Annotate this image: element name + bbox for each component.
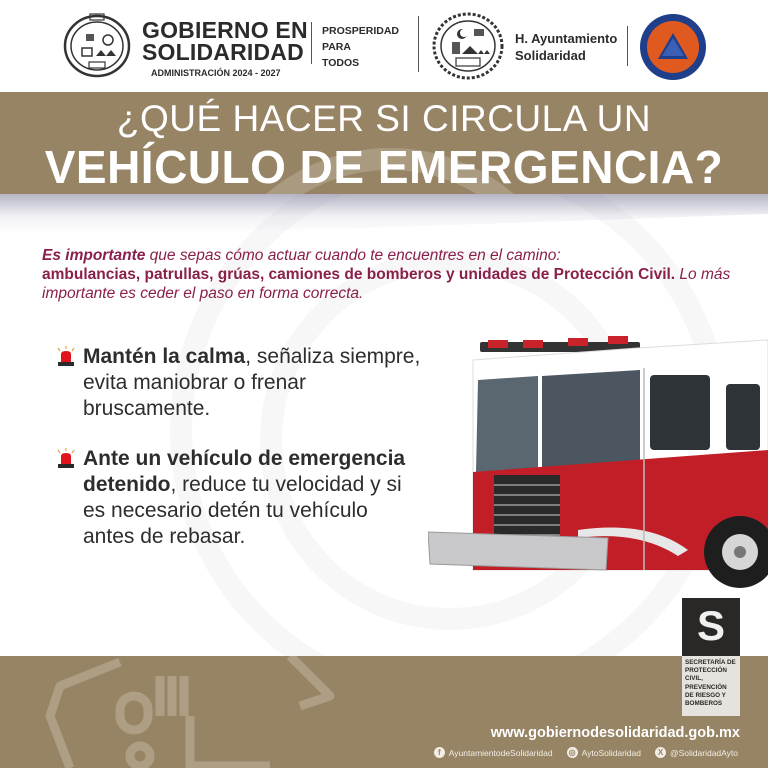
instagram-icon: ◎ — [567, 747, 578, 758]
gov-title-line1: GOBIERNO EN — [142, 17, 308, 43]
secretaria-label-box — [682, 656, 740, 716]
intro-vehicle-list: ambulancias, patrullas, grúas, camiones de bomberos y unidades de Protección Civil. — [42, 266, 676, 283]
title-line2: VEHÍCULO DE EMERGENCIA? — [44, 141, 724, 193]
tip-text: , señaliza siempre, evita maniobrar o frenar bruscamente. — [83, 345, 421, 420]
tip-item — [55, 446, 425, 550]
x-handle: @SolidaridadAyto — [669, 747, 738, 758]
social-links — [434, 747, 738, 758]
gov-title-line2: SOLIDARIDAD — [142, 39, 304, 65]
facebook-handle: AyuntamientodeSolidaridad — [448, 747, 553, 758]
divider — [627, 26, 628, 66]
social-instagram[interactable] — [567, 747, 641, 758]
ayuntamiento-label — [515, 30, 617, 64]
administration-label: ADMINISTRACIÓN 2024 - 2027 — [151, 68, 281, 78]
motto-line: PARA — [322, 41, 351, 53]
secretaria-badge — [682, 598, 740, 716]
intro-conclusion: Lo más importante es ceder el paso en forma correcta. — [42, 266, 731, 302]
intro-text: que sepas cómo actuar cuando te encuentres en el camino: — [145, 247, 561, 264]
municipal-seal-icon — [62, 10, 132, 80]
tip-text: , reduce tu velocidad y si es necesario detén tu vehículo antes de rebasar. — [83, 473, 402, 548]
secretaria-letter: S — [696, 602, 725, 649]
siren-icon — [55, 346, 77, 366]
secretaria-logo — [682, 598, 740, 656]
ayuntamiento-line2: Solidaridad — [515, 48, 586, 63]
website-link[interactable]: www.gobiernodesolidaridad.gob.mx — [490, 725, 740, 741]
tip-item — [55, 344, 425, 422]
footer-glyph-watermark — [40, 656, 340, 768]
siren-icon — [55, 448, 77, 468]
proteccion-civil-logo-icon — [640, 14, 706, 80]
secretaria-label: SECRETARÍA DE PROTECCIÓN CIVIL, PREVENCIÓN DE RIESGO Y BOMBEROS — [685, 659, 736, 708]
facebook-icon: f — [434, 747, 445, 758]
ayuntamiento-line1: H. Ayuntamiento — [515, 31, 618, 46]
fire-truck-image — [428, 320, 768, 590]
ayuntamiento-seal-icon — [432, 12, 504, 80]
x-icon: X — [655, 747, 666, 758]
divider — [418, 16, 419, 72]
tip-heading: Mantén la calma — [83, 345, 246, 368]
motto-line: TODOS — [322, 57, 360, 69]
social-x[interactable] — [655, 747, 738, 758]
intro-paragraph — [42, 246, 742, 303]
intro-emphasis: Es importante — [42, 247, 146, 264]
motto — [322, 23, 399, 71]
instagram-handle: AytoSolidaridad — [581, 747, 641, 758]
divider — [311, 22, 312, 64]
social-facebook[interactable] — [434, 747, 553, 758]
title-line1: ¿QUÉ HACER SI CIRCULA UN — [116, 98, 652, 139]
tip-heading: Ante un vehículo de emergencia detenido — [83, 447, 406, 496]
footer — [0, 656, 768, 768]
motto-line: PROSPERIDAD — [322, 25, 400, 37]
header — [0, 0, 768, 92]
title-banner — [0, 92, 768, 194]
government-title — [142, 19, 308, 63]
